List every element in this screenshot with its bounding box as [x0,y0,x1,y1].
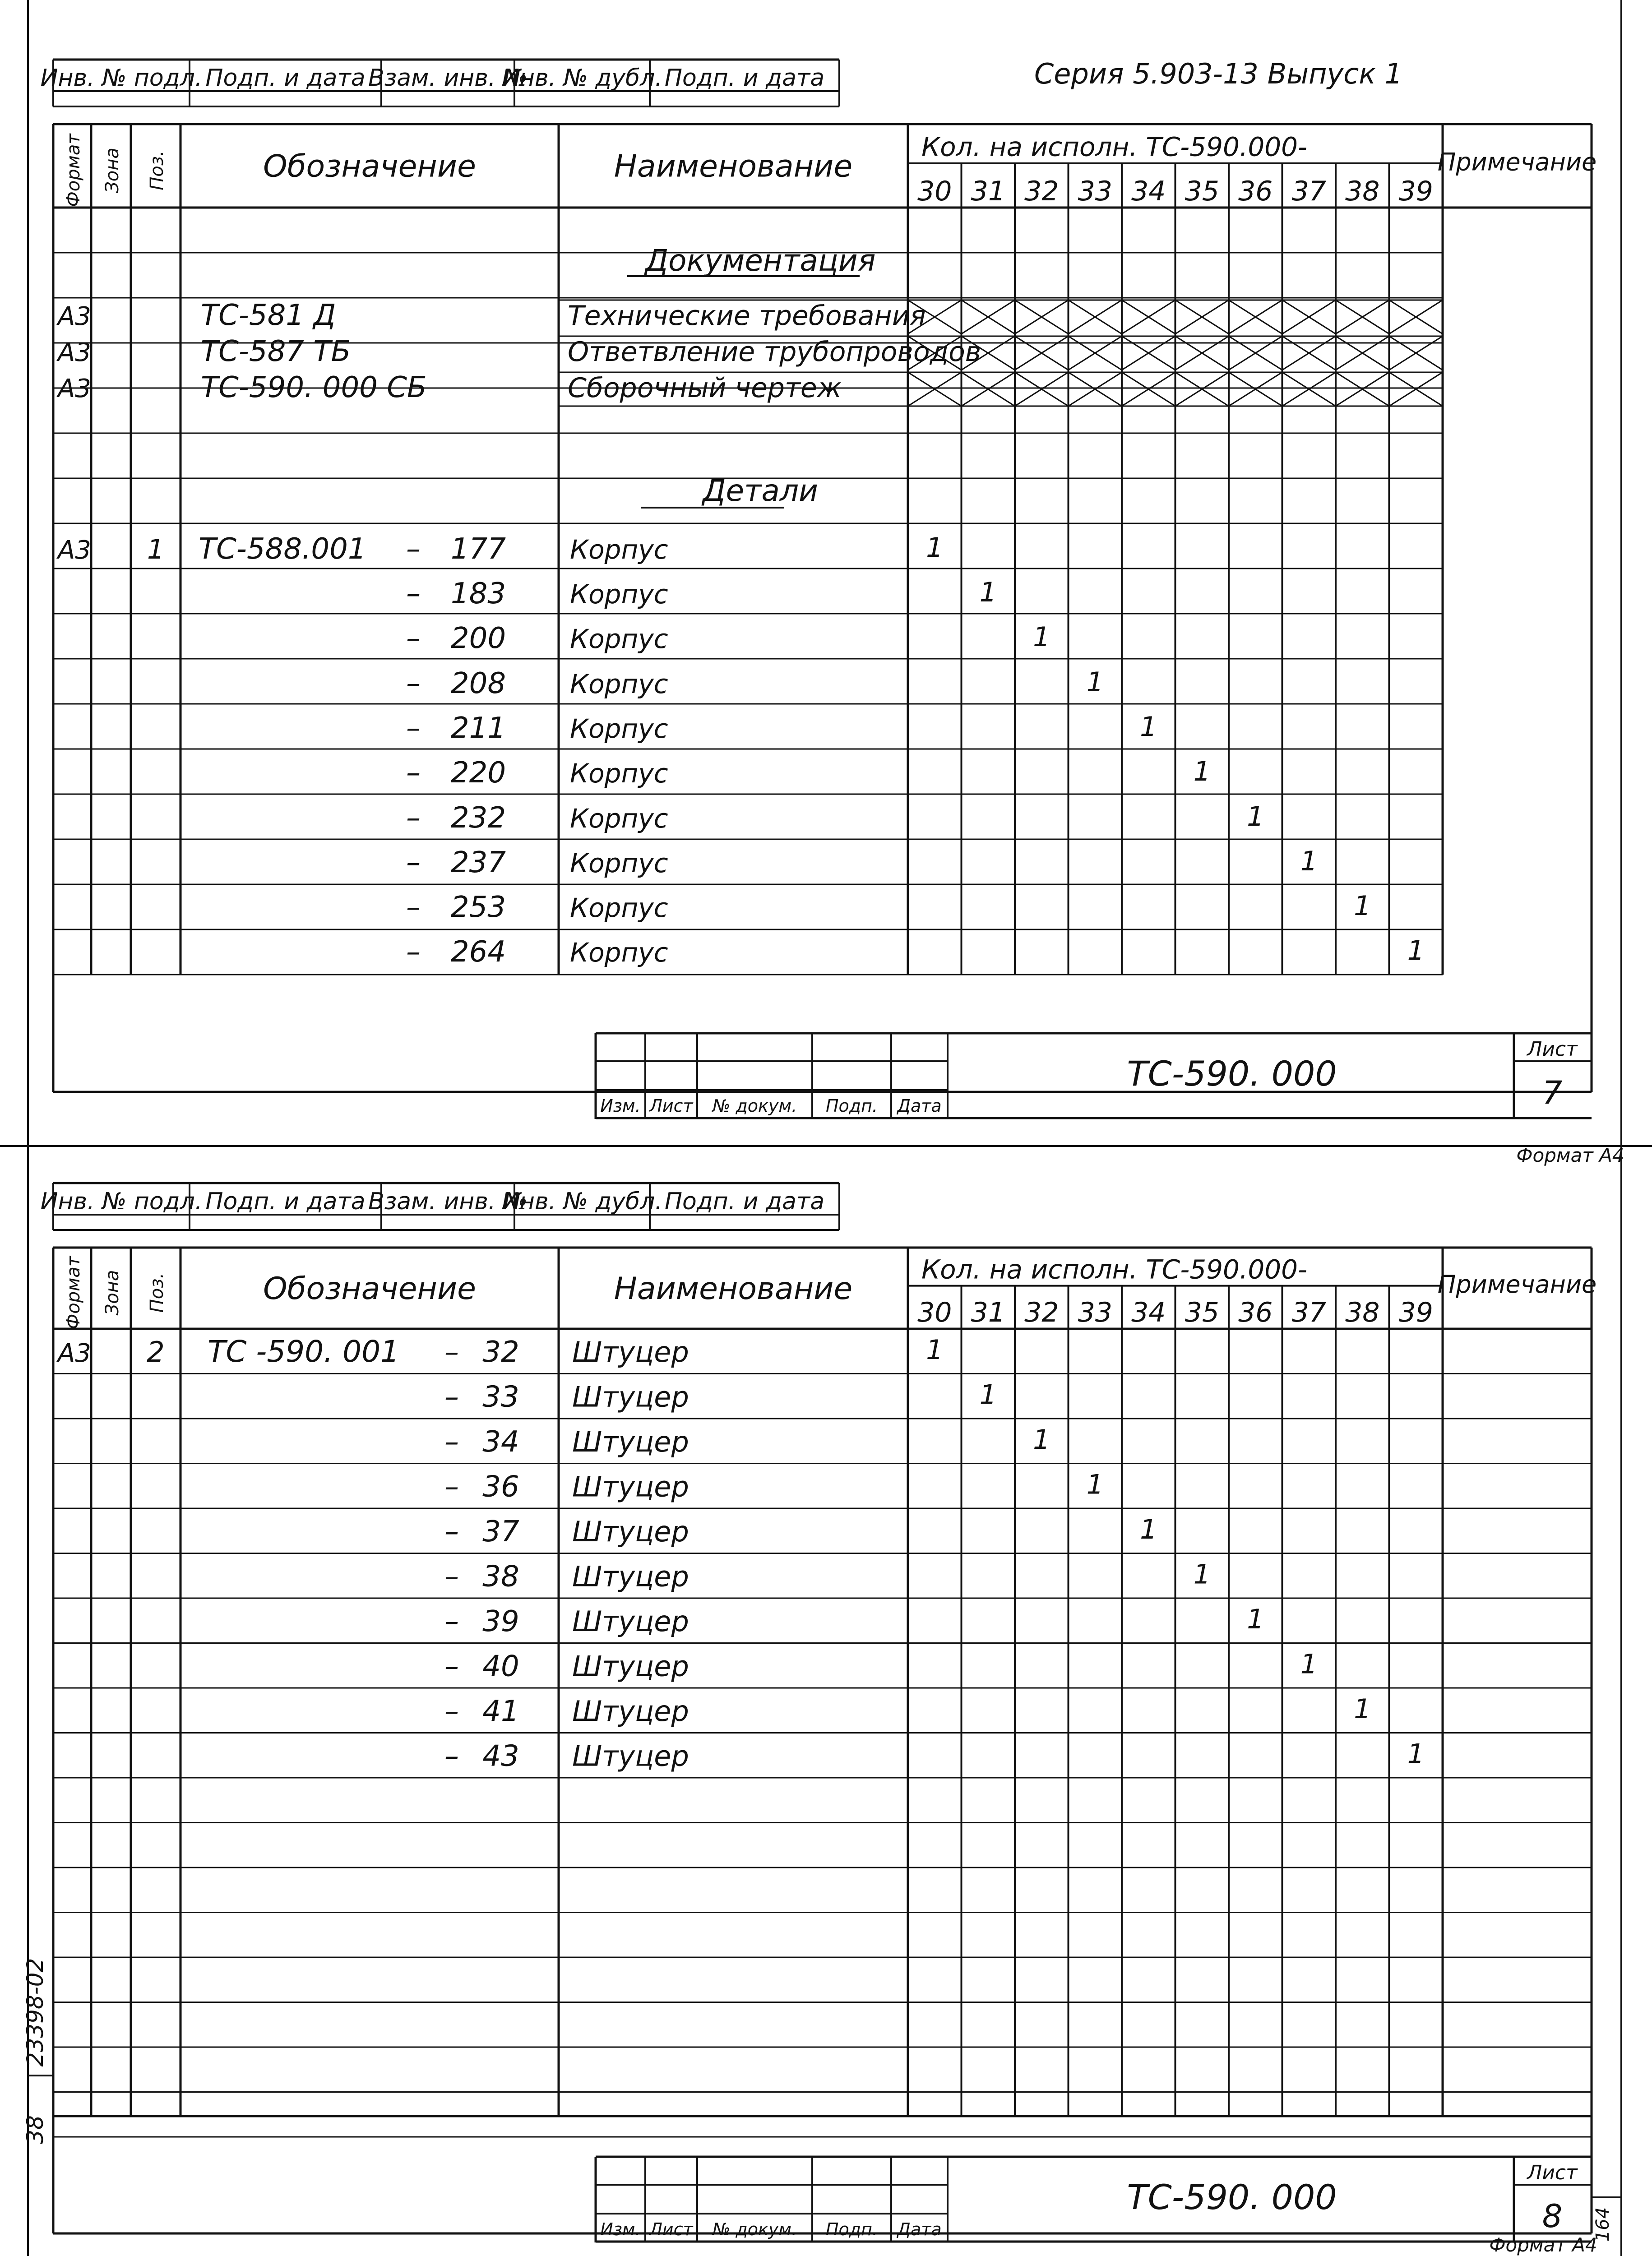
part-dash: – [406,712,421,745]
part-dash: – [444,1695,459,1728]
qty-column-label: 33 [1078,176,1112,207]
part-suffix: 39 [482,1605,519,1638]
title-label: Изм. [600,1096,641,1116]
qty-column-label: 36 [1238,176,1273,207]
qty-column-label: 35 [1185,176,1219,207]
stamp-label: Подп. и дата [664,1188,825,1215]
title-label: № докум. [712,2219,797,2239]
header-name: Наименование [614,1271,853,1307]
margin-code: 23398-02 [22,1958,48,2067]
doc-designation: ТС-581 Д [201,299,336,332]
page-number: 164 [1592,2207,1613,2242]
part-suffix: 232 [450,801,506,835]
stamp-label: Инв. № дубл. [502,1188,662,1215]
header-qty: Кол. на исполн. ТС-590.000- [921,131,1307,162]
part-name: Корпус [570,579,668,610]
section-parts: Детали [702,473,819,508]
header-format: Формат [63,134,84,207]
qty-column-label: 34 [1131,1297,1166,1328]
part-suffix: 177 [450,532,506,566]
part-suffix: 43 [482,1739,519,1773]
doc-format: А3 [58,302,91,331]
part-suffix: 41 [482,1695,519,1728]
part-qty: 1 [1354,1693,1371,1725]
part-suffix: 33 [482,1380,519,1414]
qty-column-label: 39 [1398,1297,1433,1328]
qty-column-label: 30 [917,176,952,207]
part-suffix: 32 [482,1336,519,1369]
header-format: Формат [63,1256,84,1330]
stamp-label: Инв. № подл. [40,65,203,92]
part-qty: 1 [1086,1469,1104,1501]
part-dash: – [406,935,421,969]
part-qty: 1 [1247,1604,1264,1635]
part-dash: – [406,622,421,655]
part-dash: – [444,1380,459,1414]
title-label: Дата [897,2219,942,2239]
format-label: Формат А4 [1489,2234,1597,2256]
part-name: Штуцер [572,1605,689,1638]
header-qty: Кол. на исполн. ТС-590.000- [921,1254,1307,1285]
part-suffix: 34 [482,1425,519,1459]
part-suffix: 208 [450,667,506,700]
part-qty: 1 [1407,935,1425,966]
header-pos: Поз. [147,150,167,190]
qty-column-label: 37 [1291,176,1326,207]
title-label: Дата [897,1096,942,1116]
part-qty: 1 [1300,1648,1318,1680]
document-code: ТС-590. 000 [1127,1054,1337,1094]
series-header: Серия 5.903-13 Выпуск 1 [1034,57,1402,90]
part-base-designation: ТС -590. 001 [208,1334,400,1369]
sheet-label: Лист [1527,1038,1578,1061]
margin-number: 38 [22,2115,48,2144]
part-suffix: 37 [482,1515,519,1549]
part-qty: 1 [979,577,997,608]
qty-column-label: 35 [1185,1297,1219,1328]
part-qty: 1 [1300,846,1318,877]
part-qty: 1 [926,532,944,564]
part-suffix: 200 [450,622,506,655]
part-suffix: 183 [450,577,506,610]
part-name: Штуцер [572,1695,689,1728]
qty-column-label: 32 [1024,1297,1059,1328]
part-dash: – [444,1560,459,1594]
part-dash: – [444,1515,459,1549]
part-dash: – [444,1425,459,1459]
part-qty: 1 [1407,1738,1425,1770]
doc-name: Технические требования [568,300,926,332]
document-code: ТС-590. 000 [1127,2177,1337,2217]
title-label: № докум. [712,1096,797,1116]
part-name: Штуцер [572,1425,689,1458]
sheet-label: Лист [1527,2161,1578,2184]
header-designation: Обозначение [263,1271,476,1307]
part-qty: 1 [1033,1424,1050,1456]
part-dash: – [444,1650,459,1683]
part-qty: 1 [979,1379,997,1411]
header-note: Примечание [1437,1270,1597,1299]
qty-column-label: 31 [971,176,1005,207]
format-label: Формат А4 [1516,1144,1624,1166]
qty-column-label: 33 [1078,1297,1112,1328]
part-dash: – [444,1336,459,1369]
part-qty: 1 [1140,1514,1157,1545]
doc-designation: ТС-587 ТБ [201,335,351,368]
part-suffix: 40 [482,1650,519,1683]
part-dash: – [406,532,421,566]
part-qty: 1 [1086,666,1104,698]
qty-column-label: 32 [1024,176,1059,207]
part-suffix: 220 [450,756,506,790]
part-dash: – [444,1605,459,1638]
part-qty: 1 [1193,1558,1211,1590]
part-dash: – [406,846,421,879]
part-suffix: 211 [450,712,506,745]
part-name: Штуцер [572,1380,689,1414]
part-suffix: 36 [482,1470,519,1504]
sheet-number: 7 [1542,1074,1563,1111]
header-zone: Зона [102,1270,123,1316]
part-name: Штуцер [572,1515,689,1548]
title-label: Подп. [825,2219,878,2239]
part-name: Штуцер [572,1470,689,1503]
qty-column-label: 31 [971,1297,1005,1328]
qty-column-label: 37 [1291,1297,1326,1328]
part-name: Штуцер [572,1650,689,1683]
part-format: А3 [58,536,91,565]
part-suffix: 264 [450,935,506,969]
stamp-label: Взам. инв. № [368,65,528,92]
part-name: Штуцер [572,1560,689,1593]
part-name: Корпус [570,892,668,923]
part-qty: 1 [926,1334,944,1366]
part-dash: – [406,801,421,835]
stamp-label: Подп. и дата [205,1188,366,1215]
section-documentation: Документация [645,243,876,278]
stamp-label: Инв. № дубл. [502,65,662,92]
qty-column-label: 36 [1238,1297,1273,1328]
part-name: Корпус [570,534,668,565]
title-label: Лист [649,2219,693,2239]
part-name: Корпус [570,758,668,789]
part-dash: – [406,756,421,790]
doc-designation: ТС-590. 000 СБ [201,371,427,404]
doc-name: Ответвление трубопроводов [568,336,981,368]
part-name: Штуцер [572,1336,689,1368]
sheet-number: 8 [1542,2198,1563,2235]
part-qty: 1 [1247,801,1264,832]
part-dash: – [406,667,421,700]
stamp-label: Подп. и дата [664,65,825,92]
qty-column-label: 34 [1131,176,1166,207]
part-dash: – [406,891,421,924]
part-dash: – [444,1470,459,1504]
doc-format: А3 [58,338,91,367]
stamp-label: Подп. и дата [205,65,366,92]
part-suffix: 253 [450,891,506,924]
qty-column-label: 38 [1345,176,1380,207]
title-label: Подп. [825,1096,878,1116]
header-designation: Обозначение [263,148,476,185]
part-dash: – [406,577,421,610]
part-name: Корпус [570,713,668,744]
part-suffix: 38 [482,1560,519,1594]
part-format: А3 [58,1339,91,1368]
part-name: Корпус [570,848,668,878]
doc-format: А3 [58,374,91,403]
part-base-designation: ТС-588.001 [199,532,366,566]
header-note: Примечание [1437,148,1597,176]
part-qty: 1 [1140,711,1157,743]
part-name: Корпус [570,803,668,834]
title-label: Изм. [600,2219,641,2239]
part-dash: – [444,1739,459,1773]
header-zone: Зона [102,148,123,193]
qty-column-label: 38 [1345,1297,1380,1328]
part-suffix: 237 [450,846,506,879]
part-name: Корпус [570,937,668,968]
stamp-label: Инв. № подл. [40,1188,203,1215]
header-name: Наименование [614,148,853,185]
qty-column-label: 39 [1398,176,1433,207]
part-pos: 1 [147,534,165,565]
part-qty: 1 [1354,890,1371,922]
title-label: Лист [649,1096,693,1116]
header-pos: Поз. [147,1272,167,1313]
part-qty: 1 [1033,621,1050,653]
qty-column-label: 30 [917,1297,952,1328]
stamp-label: Взам. инв. № [368,1188,528,1215]
part-name: Корпус [570,669,668,699]
part-qty: 1 [1193,756,1211,787]
doc-name: Сборочный чертеж [568,372,842,404]
part-name: Корпус [570,624,668,654]
part-pos: 2 [147,1336,165,1368]
part-name: Штуцер [572,1739,689,1773]
